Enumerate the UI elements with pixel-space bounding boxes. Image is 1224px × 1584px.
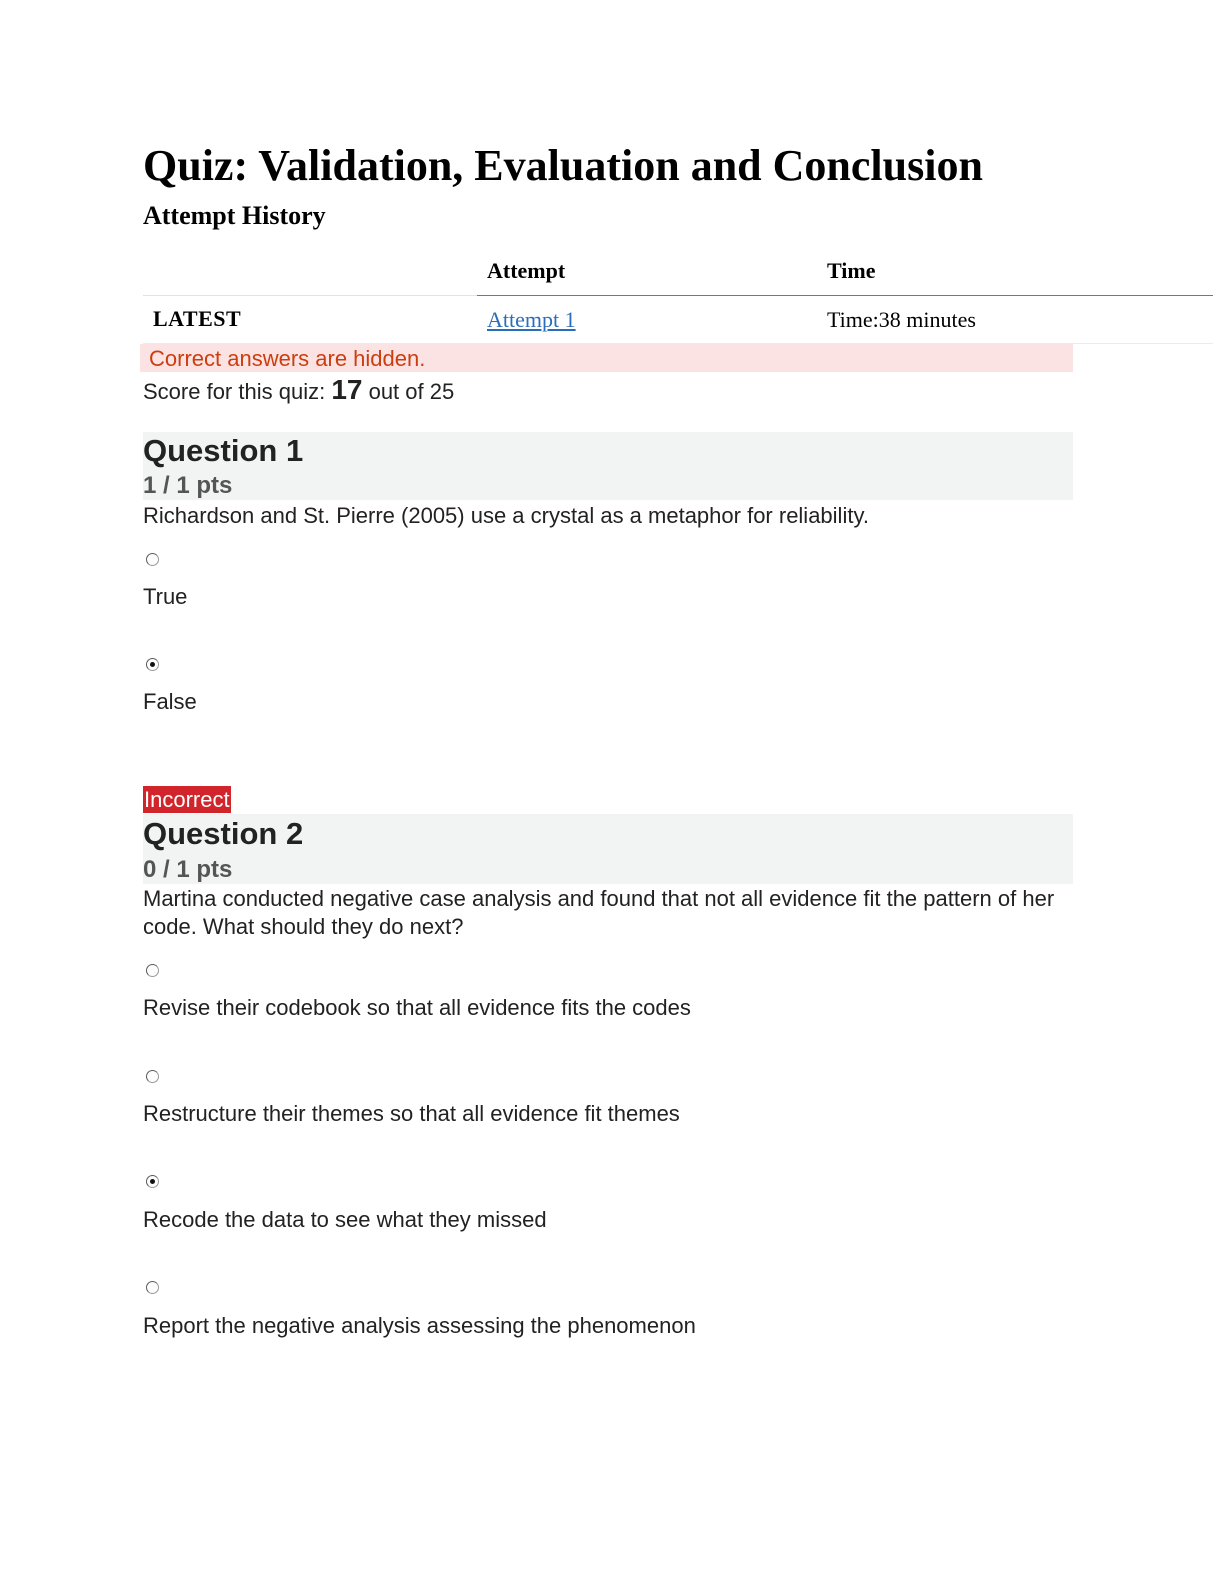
attempt-time: Time:38 minutes — [827, 307, 976, 332]
answer-label-false: False — [143, 689, 197, 714]
question-2-title: Question 2 — [143, 816, 304, 851]
attempt-history-heading: Attempt History — [143, 201, 326, 230]
attempt-history-table — [143, 248, 1213, 346]
correct-answers-hidden-notice: Correct answers are hidden. — [140, 344, 1073, 372]
score-value: 17 — [331, 374, 363, 405]
answer-label-recode-data: Recode the data to see what they missed — [143, 1207, 547, 1232]
header-divider — [143, 295, 477, 296]
attempt-1-link[interactable]: Attempt 1 — [487, 307, 576, 332]
score-suffix: out of 25 — [362, 379, 455, 404]
column-header-attempt: Attempt — [487, 258, 566, 283]
question-1-title: Question 1 — [143, 433, 304, 468]
quiz-score — [143, 374, 454, 406]
question-2-text: Martina conducted negative case analysis and found that not all evidence fit the pattern of her code. What should they do next? — [143, 886, 1055, 939]
answer-label-restructure-themes: Restructure their themes so that all evidence fit themes — [143, 1101, 680, 1126]
answer-radio-restructure-themes[interactable] — [146, 1070, 159, 1083]
answer-label-true: True — [143, 584, 188, 609]
answer-label-report-negative-analysis: Report the negative analysis assessing the phenomenon — [143, 1313, 696, 1338]
incorrect-badge: Incorrect — [144, 787, 230, 812]
answer-radio-true[interactable] — [146, 553, 159, 566]
score-prefix: Score for this quiz: — [143, 379, 332, 404]
page-title: Quiz: Validation, Evaluation and Conclusion — [143, 141, 983, 190]
answer-radio-recode-data[interactable] — [146, 1175, 159, 1188]
answer-radio-report-negative-analysis[interactable] — [146, 1281, 159, 1294]
answer-label-revise-codebook: Revise their codebook so that all evidence fits the codes — [143, 995, 691, 1020]
answer-radio-revise-codebook[interactable] — [146, 964, 159, 977]
header-divider — [477, 295, 1213, 296]
question-1-points: 1 / 1 pts — [143, 472, 233, 499]
latest-label: LATEST — [153, 306, 242, 331]
question-2-points: 0 / 1 pts — [143, 856, 233, 883]
column-header-time: Time — [827, 258, 876, 283]
question-1-text: Richardson and St. Pierre (2005) use a crystal as a metaphor for reliability. — [143, 503, 869, 528]
answer-radio-false[interactable] — [146, 658, 159, 671]
